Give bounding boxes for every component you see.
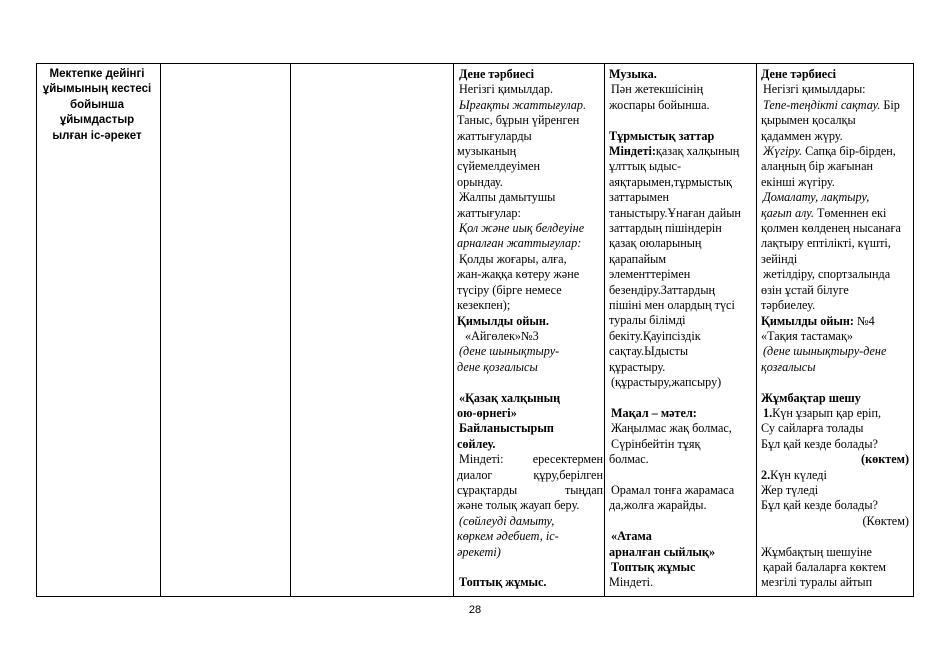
- text-line: Су сайларға толады: [761, 421, 864, 436]
- text-fragment: құру,берілген: [533, 467, 603, 482]
- text-line: заттардың пішіндерін: [609, 221, 722, 236]
- text-line: Орамал тонға жарамаса: [611, 482, 735, 497]
- text-line: Ырғақты жаттығулар.: [459, 97, 587, 112]
- text-line: қозғалысы: [761, 359, 816, 374]
- text-line: және толық жауап беру.: [457, 498, 580, 513]
- text-line: «Тақия тастамақ»: [761, 328, 853, 343]
- text-line: болмас.: [609, 452, 649, 467]
- text-line: Қолды жоғары, алға,: [459, 251, 567, 266]
- group-work-title: Топтық жұмыс.: [459, 575, 547, 590]
- wednesday-cell: [457, 67, 603, 591]
- text-line: мезгілі туралы айтып: [761, 575, 873, 590]
- text-fragment: Төменнен екі: [813, 205, 887, 220]
- text-line: Қол және иық белдеуіне: [459, 221, 585, 236]
- subject-title: Дене тәрбиесі: [761, 67, 837, 81]
- text-line: элементтерімен: [609, 267, 691, 282]
- text-line: безендіру.Заттардың: [609, 282, 716, 297]
- subject-title: сөйлеу.: [457, 436, 496, 451]
- text-line: Бұл қай кезде болады?: [761, 436, 878, 451]
- text-fragment: Тепе-теңдікті сақтау.: [763, 97, 881, 112]
- text-line: [457, 452, 603, 467]
- text-line: алаңның бір жағынан: [761, 159, 874, 174]
- text-fragment: сұрақтарды: [457, 482, 518, 497]
- page-number: 28: [468, 604, 482, 616]
- text-line: туралы білімді: [609, 313, 686, 328]
- text-fragment: Күн күледі: [770, 467, 827, 482]
- text-fragment: Күн ұзарып қар еріп,: [772, 405, 882, 420]
- text-line: сүйемелдеуімен: [457, 159, 541, 174]
- topic-title: ою-өрнегі»: [457, 405, 517, 420]
- text-line: жан-жаққа көтеру және: [457, 267, 580, 282]
- text-fragment: Міндеті:: [459, 452, 504, 467]
- row-header-line: Мектепке дейінгі: [49, 68, 145, 80]
- text-line: Жаңылмас жақ болмас,: [611, 421, 732, 436]
- text-line: жетілдіру, спортзалында: [763, 267, 891, 282]
- text-line: [761, 468, 911, 483]
- text-line: (сөйлеуді дамыту,: [459, 513, 555, 528]
- text-line: [761, 144, 911, 159]
- text-line: арналған жаттығулар:: [457, 236, 582, 251]
- text-line: аяқтарымен,тұрмыстық: [609, 174, 732, 189]
- proverb-title: Мақал – мәтел:: [611, 405, 697, 420]
- text-line: тәрбиелеу.: [761, 298, 816, 313]
- text-line: қазақ оюларының: [609, 236, 702, 251]
- text-line: Пән жетекшісінің: [611, 82, 704, 97]
- text-line: заттарымен: [609, 190, 670, 205]
- topic-title: «Атама: [611, 529, 652, 544]
- text-fragment: 2.: [761, 467, 771, 482]
- text-line: ұлттық ыдыс-: [609, 159, 682, 174]
- text-line: екінші жүгіру.: [761, 174, 835, 189]
- text-fragment: қағып алу.: [761, 205, 814, 220]
- text-line: түсіру (бірге немесе: [457, 282, 562, 297]
- topic-title: «Қазақ халқының: [459, 390, 561, 405]
- text-line: Сүрінбейтін тұяқ: [611, 436, 701, 451]
- row-header-line: ұйымдастыр: [59, 114, 135, 127]
- text-line: әрекеті): [457, 544, 501, 559]
- text-line: [761, 98, 911, 113]
- text-line: Таныс, бұрын үйренген: [457, 113, 580, 128]
- text-line: Негізгі қимылдар.: [459, 82, 554, 97]
- text-line: [457, 468, 603, 483]
- topic-title: арналған сыйлық»: [609, 544, 716, 559]
- text-line: бекіту.Қауіпсіздік: [609, 328, 701, 343]
- text-line: Жұмбақтың шешуіне: [761, 544, 872, 559]
- text-line: Жалпы дамытушы: [459, 190, 556, 205]
- row-header-line: ұйымының кестесі: [42, 83, 152, 96]
- text-fragment: №4: [853, 313, 875, 328]
- text-line: [457, 483, 603, 498]
- text-line: да,жолға жарайды.: [609, 498, 707, 513]
- text-fragment: Міндеті:: [609, 144, 656, 159]
- text-line: қарай балаларға көктем: [763, 559, 886, 574]
- text-line: Бұл қай кезде болады?: [761, 498, 878, 513]
- riddles-title: Жұмбақтар шешу: [761, 390, 861, 405]
- text-line: орындау.: [457, 174, 503, 189]
- text-line: жаттығуларды: [457, 128, 532, 143]
- friday-cell: [761, 67, 911, 591]
- thursday-cell: [609, 67, 755, 591]
- row-header-line: ылған іс-әрекет: [52, 129, 142, 142]
- text-fragment: Бір: [880, 97, 900, 112]
- text-line: музыканың: [457, 144, 517, 159]
- text-line: қарапайым: [609, 251, 667, 266]
- text-line: қадаммен жүру.: [761, 128, 843, 143]
- text-line: (дене шынықтыру-: [459, 344, 560, 359]
- group-work-title: Топтық жұмыс: [611, 559, 696, 574]
- text-fragment: Жүгіру.: [763, 144, 803, 159]
- column-divider: [756, 64, 757, 596]
- text-fragment: Қимылды ойын:: [761, 313, 854, 328]
- text-fragment: диалог: [457, 467, 493, 482]
- text-line: Негізгі қимылдары:: [763, 82, 866, 97]
- text-line: құрастыру.: [609, 359, 666, 374]
- plan-table: [36, 63, 914, 597]
- text-fragment: тыңдап: [564, 482, 603, 497]
- text-line: пішіні мен олардың түсі: [609, 298, 735, 313]
- text-line: «Айгөлек»№3: [465, 328, 539, 343]
- text-line: [761, 314, 911, 329]
- row-header-cell: [41, 67, 153, 144]
- text-line: қырымен қосалқы: [761, 113, 856, 128]
- column-divider: [290, 64, 291, 596]
- topic-title: Тұрмыстық заттар: [609, 128, 715, 143]
- text-fragment: қазақ халқының: [655, 144, 740, 159]
- text-fragment: Сапқа бір-бірден,: [802, 144, 896, 159]
- text-line: дене қозғалысы: [457, 359, 538, 374]
- text-line: жаттығулар:: [457, 205, 521, 220]
- text-line: көркем әдебиет, іс-: [457, 529, 559, 544]
- text-line: [761, 406, 911, 421]
- text-line: таныстыру.Ұнаған дайын: [609, 205, 741, 220]
- column-divider: [453, 64, 454, 596]
- text-line: сақтау.Ыдысты: [609, 344, 689, 359]
- riddle-answer: (көктем): [861, 452, 909, 467]
- text-line: Жер түледі: [761, 482, 819, 497]
- column-divider: [160, 64, 161, 596]
- text-fragment: ересектермен: [532, 452, 603, 467]
- text-line: қолмен көлденең нысанаға: [761, 221, 901, 236]
- text-line: жоспары бойынша.: [609, 97, 710, 112]
- subject-title: Байланыстырып: [459, 421, 554, 436]
- text-line: Міндеті.: [609, 575, 654, 590]
- text-line: (құрастыру,жапсыру): [611, 375, 722, 390]
- text-line: кезекпен);: [457, 298, 511, 313]
- text-line: [761, 206, 911, 221]
- column-divider: [604, 64, 605, 596]
- riddle-answer: (Көктем): [862, 513, 909, 528]
- subject-title: Дене тәрбиесі: [459, 67, 535, 81]
- subject-title: Музыка.: [609, 67, 657, 81]
- text-line: лақтыру ептілікті, күшті,: [761, 236, 891, 251]
- text-fragment: 1.: [763, 405, 773, 420]
- text-line: [609, 144, 755, 159]
- text-line: Домалату, лақтыру,: [763, 190, 870, 205]
- text-line: өзін ұстай білуге: [761, 282, 849, 297]
- row-header-line: бойынша: [70, 98, 124, 111]
- game-title: Қимылды ойын.: [457, 313, 549, 328]
- text-line: зейінді: [761, 251, 798, 266]
- text-line: (дене шынықтыру-дене: [763, 344, 887, 359]
